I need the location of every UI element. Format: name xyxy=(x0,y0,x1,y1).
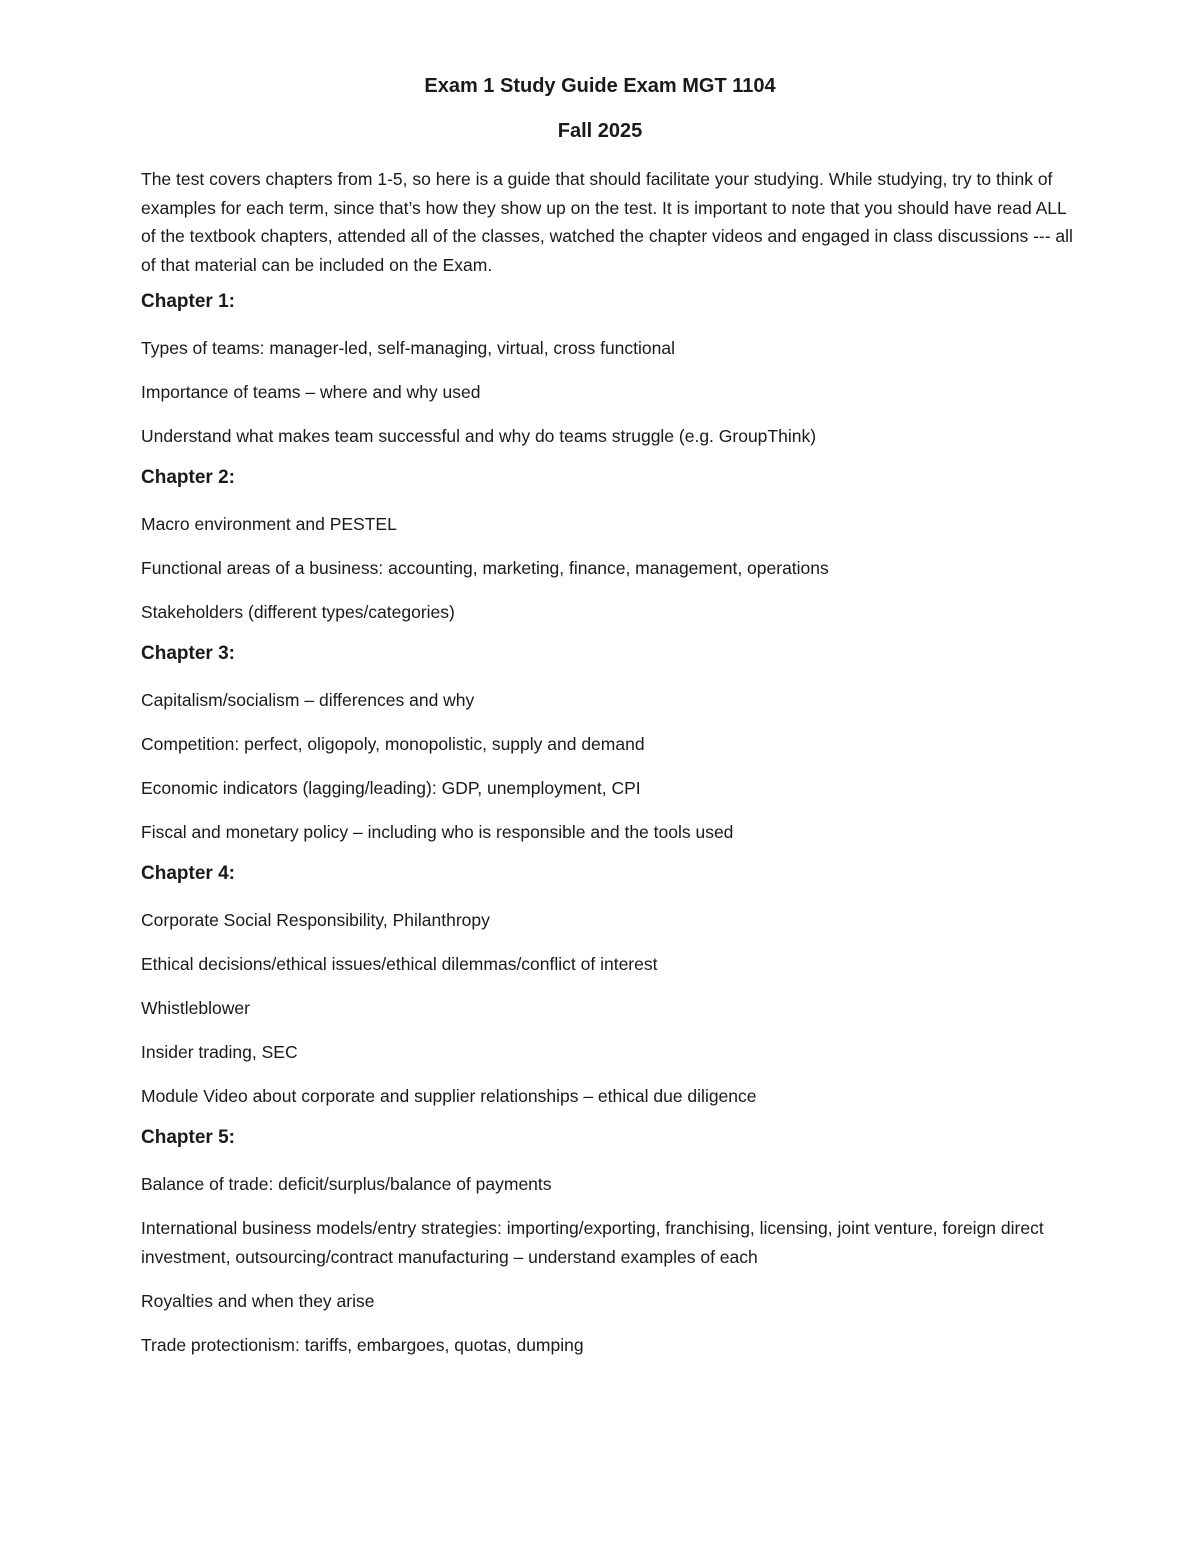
list-item: Corporate Social Responsibility, Philanthropy xyxy=(141,910,490,930)
chapter-3-heading: Chapter 3: xyxy=(141,643,235,664)
list-item: Stakeholders (different types/categories) xyxy=(141,602,455,622)
list-item: Functional areas of a business: accounting, marketing, finance, management, operations xyxy=(141,558,829,578)
list-item: Trade protectionism: tariffs, embargoes, quotas, dumping xyxy=(141,1334,584,1355)
list-item: Macro environment and PESTEL xyxy=(141,514,397,534)
list-item: Module Video about corporate and supplier relationships – ethical due diligence xyxy=(141,1086,757,1106)
list-item: Types of teams: manager-led, self-managing, virtual, cross functional xyxy=(141,338,675,358)
chapter-2-heading: Chapter 2: xyxy=(141,467,235,488)
list-item: Ethical decisions/ethical issues/ethical dilemmas/conflict of interest xyxy=(141,954,658,974)
list-item: Balance of trade: deficit/surplus/balance of payments xyxy=(141,1174,552,1194)
list-item: Whistleblower xyxy=(141,998,250,1018)
list-item: Fiscal and monetary policy – including who is responsible and the tools used xyxy=(141,822,734,842)
chapter-1-heading: Chapter 1: xyxy=(141,291,235,312)
chapter-4-heading: Chapter 4: xyxy=(141,863,235,884)
chapter-5-section xyxy=(141,1126,1081,1359)
list-item: International business models/entry strategies: importing/exporting, franchising, licensing, joint venture, foreign direct investment, outsourcing/contract manufacturing – understand examples of each xyxy=(141,1218,1044,1267)
list-item: Importance of teams – where and why used xyxy=(141,382,481,402)
list-item: Capitalism/socialism – differences and why xyxy=(141,690,475,710)
list-item: Understand what makes team successful and why do teams struggle (e.g. GroupThink) xyxy=(141,426,817,446)
intro-paragraph: The test covers chapters from 1-5, so here is a guide that should facilitate your studying. While studying, try to think of examples for each term, since that’s how they show up on the test. It is important to note that you should have read ALL of the textbook chapters, attended all of the classes, watched the chapter videos and engaged in class discussions --- all of that material can be included on the Exam. xyxy=(141,169,1073,275)
chapter-3-section xyxy=(141,642,1081,847)
chapter-5-heading: Chapter 5: xyxy=(141,1127,235,1148)
document-term: Fall 2025 xyxy=(557,120,643,142)
list-item: Insider trading, SEC xyxy=(141,1042,298,1062)
document-title: Exam 1 Study Guide Exam MGT 1104 xyxy=(424,75,776,97)
list-item: Royalties and when they arise xyxy=(141,1290,375,1311)
chapter-2-section xyxy=(141,466,1081,627)
list-item: Competition: perfect, oligopoly, monopolistic, supply and demand xyxy=(141,734,645,754)
list-item: Economic indicators (lagging/leading): GDP, unemployment, CPI xyxy=(141,778,641,798)
chapter-4-section xyxy=(141,862,1081,1111)
chapter-1-section xyxy=(141,290,1081,451)
chapter-list xyxy=(141,290,1081,1375)
